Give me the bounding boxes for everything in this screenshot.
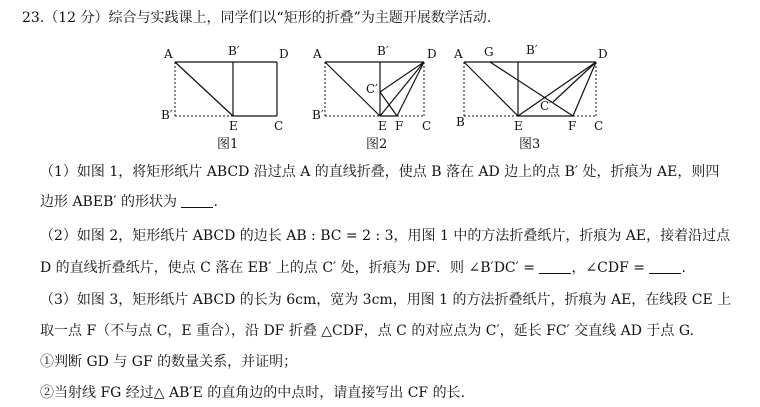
fig1-label-bprime-left: B′ [161,108,173,122]
fig3-label-b: B [456,115,465,129]
fig2-caption: 图2 [366,137,388,152]
fig2-label-d: D [427,47,437,61]
fig3-label-c: C [594,119,604,133]
q2-line-2-end: . [681,260,686,276]
fig1-label-a: A [164,47,173,61]
q1-line-1: （1）如图 1，将矩形纸片 ABCD 沿过点 A 的直线折叠，使点 B 落在 AD 边上的点 B′ 处，折痕为 AE，则四 [40,164,720,180]
q2-line-2-text-a: D 的直线折叠纸片，使点 C 落在 EB′ 上的点 C′ 处，折痕为 DF．则 ∠B′DC′ = [40,260,535,276]
fig3-label-bprime: B′ [526,43,538,57]
q3-line-2: 取一点 F（不与点 C，E 重合），沿 DF 折叠 △CDF，点 C 的对应点为 C′，延长 FC′ 交直线 AD 于点 G. [40,323,694,339]
fig2-label-bprime-top: B′ [377,44,389,58]
fig3-label-e: E [514,119,523,133]
fig2-label-cprime: C′ [366,82,378,96]
q2-line-1: （2）如图 2，矩形纸片 ABCD 的边长 AB : BC = 2 : 3，用图 1 中的方法折叠纸片，折痕为 AE，接着沿过点 [40,228,731,244]
q3-sub-1: ①判断 GD 与 GF 的数量关系，并证明； [40,354,298,370]
figure-3 [453,43,608,152]
fig2-label-a: A [313,47,322,61]
fig3-caption: 图3 [519,137,541,152]
fig3-label-a: A [454,47,463,61]
fig1-label-bprime-top: B′ [228,44,240,58]
answer-blank-2 [539,259,571,274]
question-header: 23.（12 分）综合与实践课上，同学们以“矩形的折叠”为主题开展数学活动. [22,10,492,26]
q1-line-2-text: 边形 ABEB′ 的形状为 [40,194,177,210]
q2-line-2-text-b: ，∠CDF = [571,260,646,276]
q3-sub-2: ②当射线 FG 经过△ AB′E 的直角边的中点时，请直接写出 CF 的长. [40,385,466,401]
fig2-label-e: E [378,119,387,133]
q2-line-2 [40,258,686,278]
fig1-label-e: E [229,119,238,133]
q3-line-1: （3）如图 3，矩形纸片 ABCD 的长为 6cm，宽为 3cm，用图 1 的方法折叠纸片，折痕为 AE，在线段 CE 上 [40,292,732,308]
figure-2 [312,44,437,152]
fig1-label-c: C [274,119,284,133]
fig2-label-c: C [422,119,432,133]
q1-line-2 [40,192,218,212]
q1-line-2-end: . [213,194,218,210]
fig3-label-cprime: C′ [540,99,552,113]
fig3-label-d: D [598,47,608,61]
fig3-label-g: G [484,45,494,59]
figure-1 [161,44,289,152]
fig2-label-f: F [395,119,404,133]
fig1-label-d: D [279,47,289,61]
answer-blank-1 [181,193,213,208]
fig1-caption: 图1 [217,137,239,152]
answer-blank-3 [649,259,681,274]
fig2-label-bprime-left: B′ [312,108,324,122]
fig3-label-f: F [568,119,577,133]
